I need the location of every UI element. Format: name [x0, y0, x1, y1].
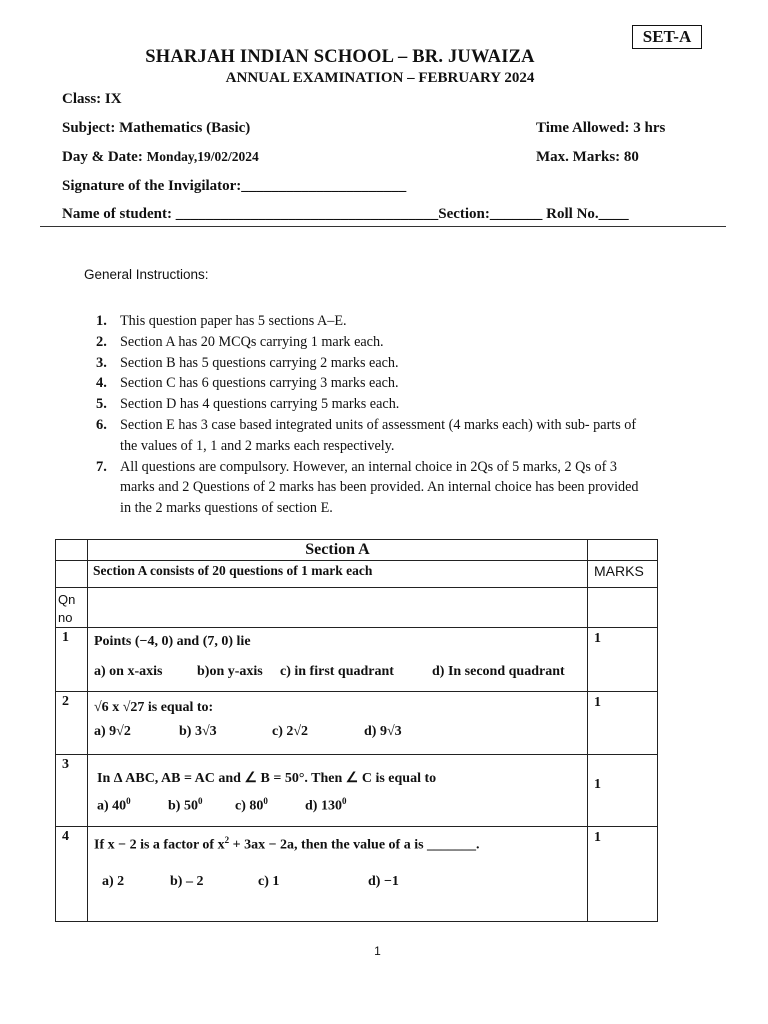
instruction-text: All questions are compulsory. However, an internal choice in 2Qs of 5 marks, 2 Qs of 3 marks and 2 Questions of 2 marks has been provided. An internal choice has been provided in the 2 marks questions of section E.	[120, 458, 639, 517]
question-marks: 1	[588, 827, 658, 922]
max-marks: Max. Marks: 80	[536, 149, 639, 165]
question-number: 2	[56, 692, 88, 755]
question-row	[56, 628, 658, 692]
instructions-list	[88, 311, 648, 519]
set-label: SET-A	[632, 25, 702, 49]
empty-cell	[588, 588, 658, 628]
empty-cell	[56, 540, 88, 561]
instruction-item	[88, 415, 648, 457]
option-c: c) 2√2	[272, 724, 309, 739]
option-a: a) on x-axis	[94, 664, 163, 679]
math-expression: √27	[122, 700, 145, 715]
time-allowed: Time Allowed: 3 hrs	[536, 120, 666, 136]
instruction-text: Section D has 4 questions carrying 5 marks each.	[120, 396, 400, 413]
section-a-table	[55, 539, 658, 922]
option-d: d) −1	[368, 873, 399, 889]
question-text-part: is equal to:	[144, 700, 214, 715]
instruction-text: Section A has 20 MCQs carrying 1 mark each.	[120, 333, 384, 350]
option-a: a) 9√2	[94, 724, 131, 739]
question-content	[88, 628, 588, 692]
question-content	[88, 827, 588, 922]
question-text	[94, 700, 587, 716]
instruction-item	[88, 373, 648, 394]
header-divider	[40, 226, 726, 227]
school-name: SHARJAH INDIAN SCHOOL – BR. JUWAIZA	[145, 47, 535, 67]
option-c: c) $80^0$	[235, 796, 268, 814]
instruction-text: This question paper has 5 sections A–E.	[120, 313, 347, 329]
question-row	[56, 692, 658, 755]
option-b: b) – 2	[170, 873, 204, 889]
instruction-number: 5.	[96, 396, 107, 413]
day-date	[62, 149, 259, 166]
instruction-text: Section C has 6 questions carrying 3 marks each.	[120, 375, 399, 392]
class-label: Class: IX	[62, 91, 122, 107]
subject-label: Subject: Mathematics (Basic)	[62, 120, 251, 136]
instruction-number: 3.	[96, 354, 107, 371]
instruction-item	[88, 457, 648, 519]
option-d: d) $130^0$	[305, 796, 347, 814]
option-b: b)on y-axis	[197, 664, 263, 679]
instruction-number: 6.	[96, 416, 107, 433]
empty-cell	[88, 588, 588, 628]
option-d: d) In second quadrant	[432, 664, 565, 679]
exam-title: ANNUAL EXAMINATION – FEBRUARY 2024	[225, 70, 535, 86]
question-marks: 1	[588, 692, 658, 755]
question-content	[88, 755, 588, 827]
question-content	[88, 692, 588, 755]
page-number: 1	[374, 944, 381, 958]
option-d: d) 9√3	[364, 724, 402, 739]
instruction-item	[88, 332, 648, 353]
instruction-item	[88, 311, 648, 332]
question-text: If x − 2 is a factor of $x^2 + 3ax - 2a$, then the value of a is _______.	[94, 835, 480, 853]
student-name-line: Name of student: ___________________________________Section:_______ Roll No.____	[62, 206, 629, 222]
question-row	[56, 755, 658, 827]
option-c: c) in first quadrant	[280, 664, 394, 679]
option-a: a) $40^0$	[97, 796, 131, 814]
option-b: b) $50^0$	[168, 796, 203, 814]
empty-cell	[56, 561, 88, 588]
instruction-text: Section E has 3 case based integrated units of assessment (4 marks each) with sub- parts of the values of 1, 1 and 2 marks each respectively.	[120, 416, 637, 454]
instruction-number: 7.	[96, 458, 107, 475]
question-row	[56, 827, 658, 922]
question-text: In Δ ABC, AB = AC and ∠ B = 50°. Then ∠ C is equal to	[97, 771, 437, 786]
instruction-number: 2.	[96, 333, 107, 350]
empty-cell	[588, 540, 658, 561]
question-number: 4	[56, 827, 88, 922]
section-title: Section A	[88, 540, 588, 561]
day-date-value: Monday,19/02/2024	[146, 149, 259, 164]
math-expression: √6	[94, 700, 109, 715]
question-marks: 1	[588, 755, 658, 827]
option-c: c) 1	[258, 873, 280, 889]
option-a: a) 2	[102, 873, 125, 889]
question-marks: 1	[588, 628, 658, 692]
instruction-number: 4.	[96, 375, 107, 392]
marks-header: MARKS	[588, 561, 658, 588]
instruction-item	[88, 353, 648, 374]
instruction-text: Section B has 5 questions carrying 2 marks each.	[120, 354, 399, 371]
question-number: 3	[56, 755, 88, 827]
instruction-number: 1.	[96, 313, 107, 329]
section-subtitle: Section A consists of 20 questions of 1 mark each	[88, 561, 588, 588]
option-b: b) 3√3	[179, 724, 217, 739]
day-date-label: Day & Date:	[62, 149, 143, 165]
qn-no-header: Qn no	[56, 588, 88, 628]
question-text: Points (−4, 0) and (7, 0) lie	[94, 634, 251, 649]
instruction-item	[88, 394, 648, 415]
general-instructions-title: General Instructions:	[84, 267, 209, 282]
question-text-part: x	[108, 700, 123, 715]
question-number: 1	[56, 628, 88, 692]
invigilator-signature: Signature of the Invigilator:______________________	[62, 178, 407, 194]
